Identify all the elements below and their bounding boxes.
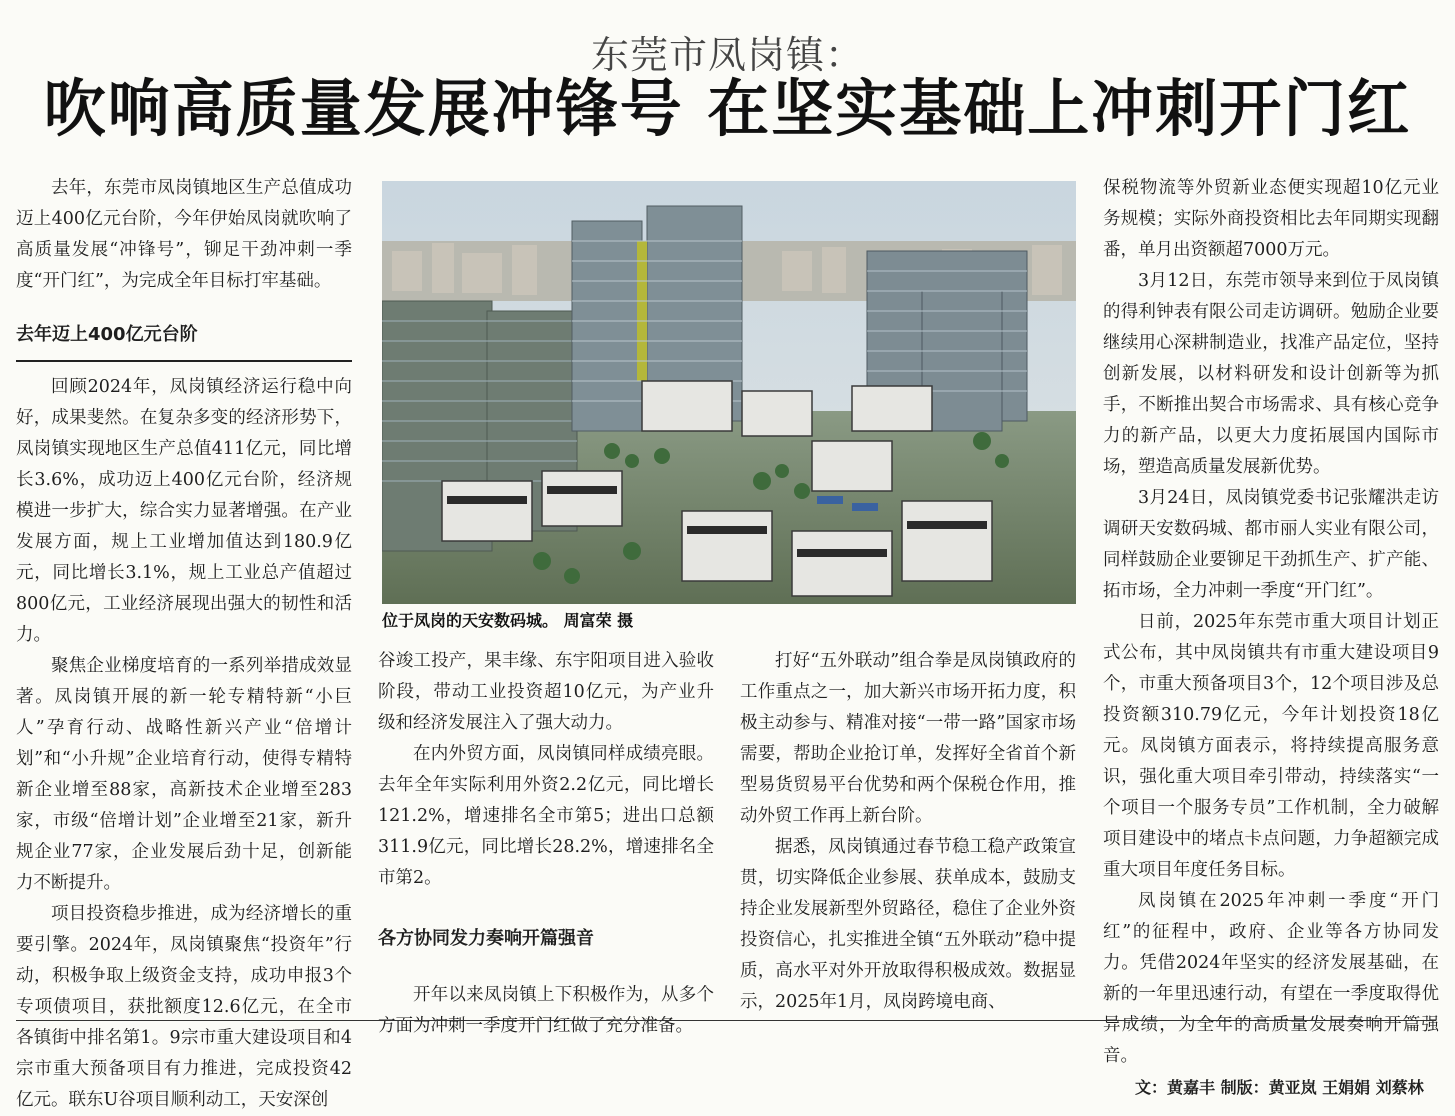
column-4 xyxy=(1103,173,1439,1103)
city-photo xyxy=(382,181,1076,604)
bottom-rule xyxy=(16,1020,1436,1021)
paragraph: 开年以来凤岗镇上下积极作为，从多个方面为冲刺一季度开门红做了充分准备。 xyxy=(378,985,714,1036)
paragraph: 凤岗镇在2025年冲刺一季度“开门红”的征程中，政府、企业等各方协同发力。凭借2024年坚实的经济发展基础，在新的一年里迅速行动，有望在一季度取得优异成绩，为全年的高质量发展奏响开篇强音。 xyxy=(1103,891,1439,1066)
paragraph: 据悉，凤岗镇通过春节稳工稳产政策宣贯，切实降低企业参展、获单成本，鼓励支持企业发展新型外贸路径，稳住了企业外资投资信心，扎实推进全镇“五外联动”稳中提质，高水平对外开放取得积极成效。数据显示，2025年1月，凤岗跨境电商、 xyxy=(740,837,1076,1012)
paragraph: 项目投资稳步推进，成为经济增长的重要引擎。2024年，凤岗镇聚焦“投资年”行动，积极争取上级资金支持，成功申报3个专项债项目，获批额度12.6亿元，在全市各镇街中排名第1。9宗市重大建设项目和4宗市重大预备项目有力推进，完成投资42亿元。联东U谷项目顺利动工，天安深创 xyxy=(16,904,352,1110)
paragraph: 3月12日，东莞市领导来到位于凤岗镇的得利钟表有限公司走访调研。勉励企业要继续用心深耕制造业，找准产品定位，坚持创新发展，以材料研发和设计创新等为抓手，不断推出契合市场需求、具有核心竞争力的新产品，以更大力度拓展国内国际市场，塑造高质量发展新优势。 xyxy=(1103,271,1439,477)
paragraph: 在内外贸方面，凤岗镇同样成绩亮眼。去年全年实际利用外资2.2亿元，同比增长121.2%，增速排名全市第5；进出口总额311.9亿元，同比增长28.2%，增速排名全市第2。 xyxy=(378,744,714,888)
paragraph: 谷竣工投产，果丰缘、东宇阳项目进入验收阶段，带动工业投资超10亿元，为产业升级和经济发展注入了强大动力。 xyxy=(378,651,714,733)
column-1 xyxy=(16,173,352,1116)
paragraph: 3月24日，凤岗镇党委书记张耀洪走访调研天安数码城、都市丽人实业有限公司，同样鼓励企业要铆足干劲抓生产、扩产能、拓市场，全力冲刺一季度“开门红”。 xyxy=(1103,488,1439,601)
paragraph: 保税物流等外贸新业态便实现超10亿元业务规模；实际外商投资相比去年同期实现翻番，单月出资额超7000万元。 xyxy=(1103,178,1439,260)
kicker-title: 东莞市凤岗镇： xyxy=(590,33,864,77)
headline: 吹响高质量发展冲锋号 在坚实基础上冲刺开门红 xyxy=(43,72,1412,145)
paragraph: 回顾2024年，凤岗镇经济运行稳中向好，成果斐然。在复杂多变的经济形势下，凤岗镇实现地区生产总值411亿元，同比增长3.6%，成功迈上400亿元台阶，经济规模进一步扩大，综合实力显著增强。在产业发展方面，规上工业增加值达到180.9亿元，同比增长3.1%，规上工业总产值超过800亿元，工业经济展现出强大的韧性和活力。 xyxy=(16,377,352,645)
paragraph: 打好“五外联动”组合拳是凤岗镇政府的工作重点之一，加大新兴市场开拓力度，积极主动参与、精准对接“一带一路”国家市场需要，帮助企业抢订单，发挥好全省首个新型易货贸易平台优势和两个保税仓作用，推动外贸工作再上新台阶。 xyxy=(740,651,1076,826)
column-3 xyxy=(740,646,1076,1018)
section-heading: 各方协同发力奏响开篇强音 xyxy=(378,928,594,949)
building-photo-illustration xyxy=(382,181,1076,604)
section-heading: 去年迈上400亿元台阶 xyxy=(16,319,352,362)
paragraph: 日前，2025年东莞市重大项目计划正式公布，其中凤岗镇共有市重大建设项目9个，市重大预备项目3个，12个项目涉及总投资额310.79亿元，今年计划投资18亿元。凤岗镇方面表示，将持续提高服务意识，强化重大项目牵引带动，持续落实“一个项目一个服务专员”工作机制，全力破解项目建设中的堵点卡点问题，力争超额完成重大项目年度任务目标。 xyxy=(1103,612,1439,880)
photo-caption: 位于凤岗的天安数码城。 周富荣 摄 xyxy=(382,611,634,630)
paragraph: 聚焦企业梯度培育的一系列举措成效显著。凤岗镇开展的新一轮专精特新“小巨人”孕育行动、战略性新兴产业“倍增计划”和“小升规”企业培育行动，使得专精特新企业增至88家，高新技术企业增至283家，市级“倍增计划”企业增至21家，新升规企业77家，企业发展后劲十足，创新能力不断提升。 xyxy=(16,656,352,893)
byline: 文：黄嘉丰 制版：黄亚岚 王娟娟 刘蔡林 xyxy=(1135,1078,1424,1097)
paragraph: 去年，东莞市凤岗镇地区生产总值成功迈上400亿元台阶，今年伊始凤岗就吹响了高质量发展“冲锋号”，铆足干劲冲刺一季度“开门红”，为完成全年目标打牢基础。 xyxy=(16,178,352,291)
column-2 xyxy=(378,646,714,1042)
